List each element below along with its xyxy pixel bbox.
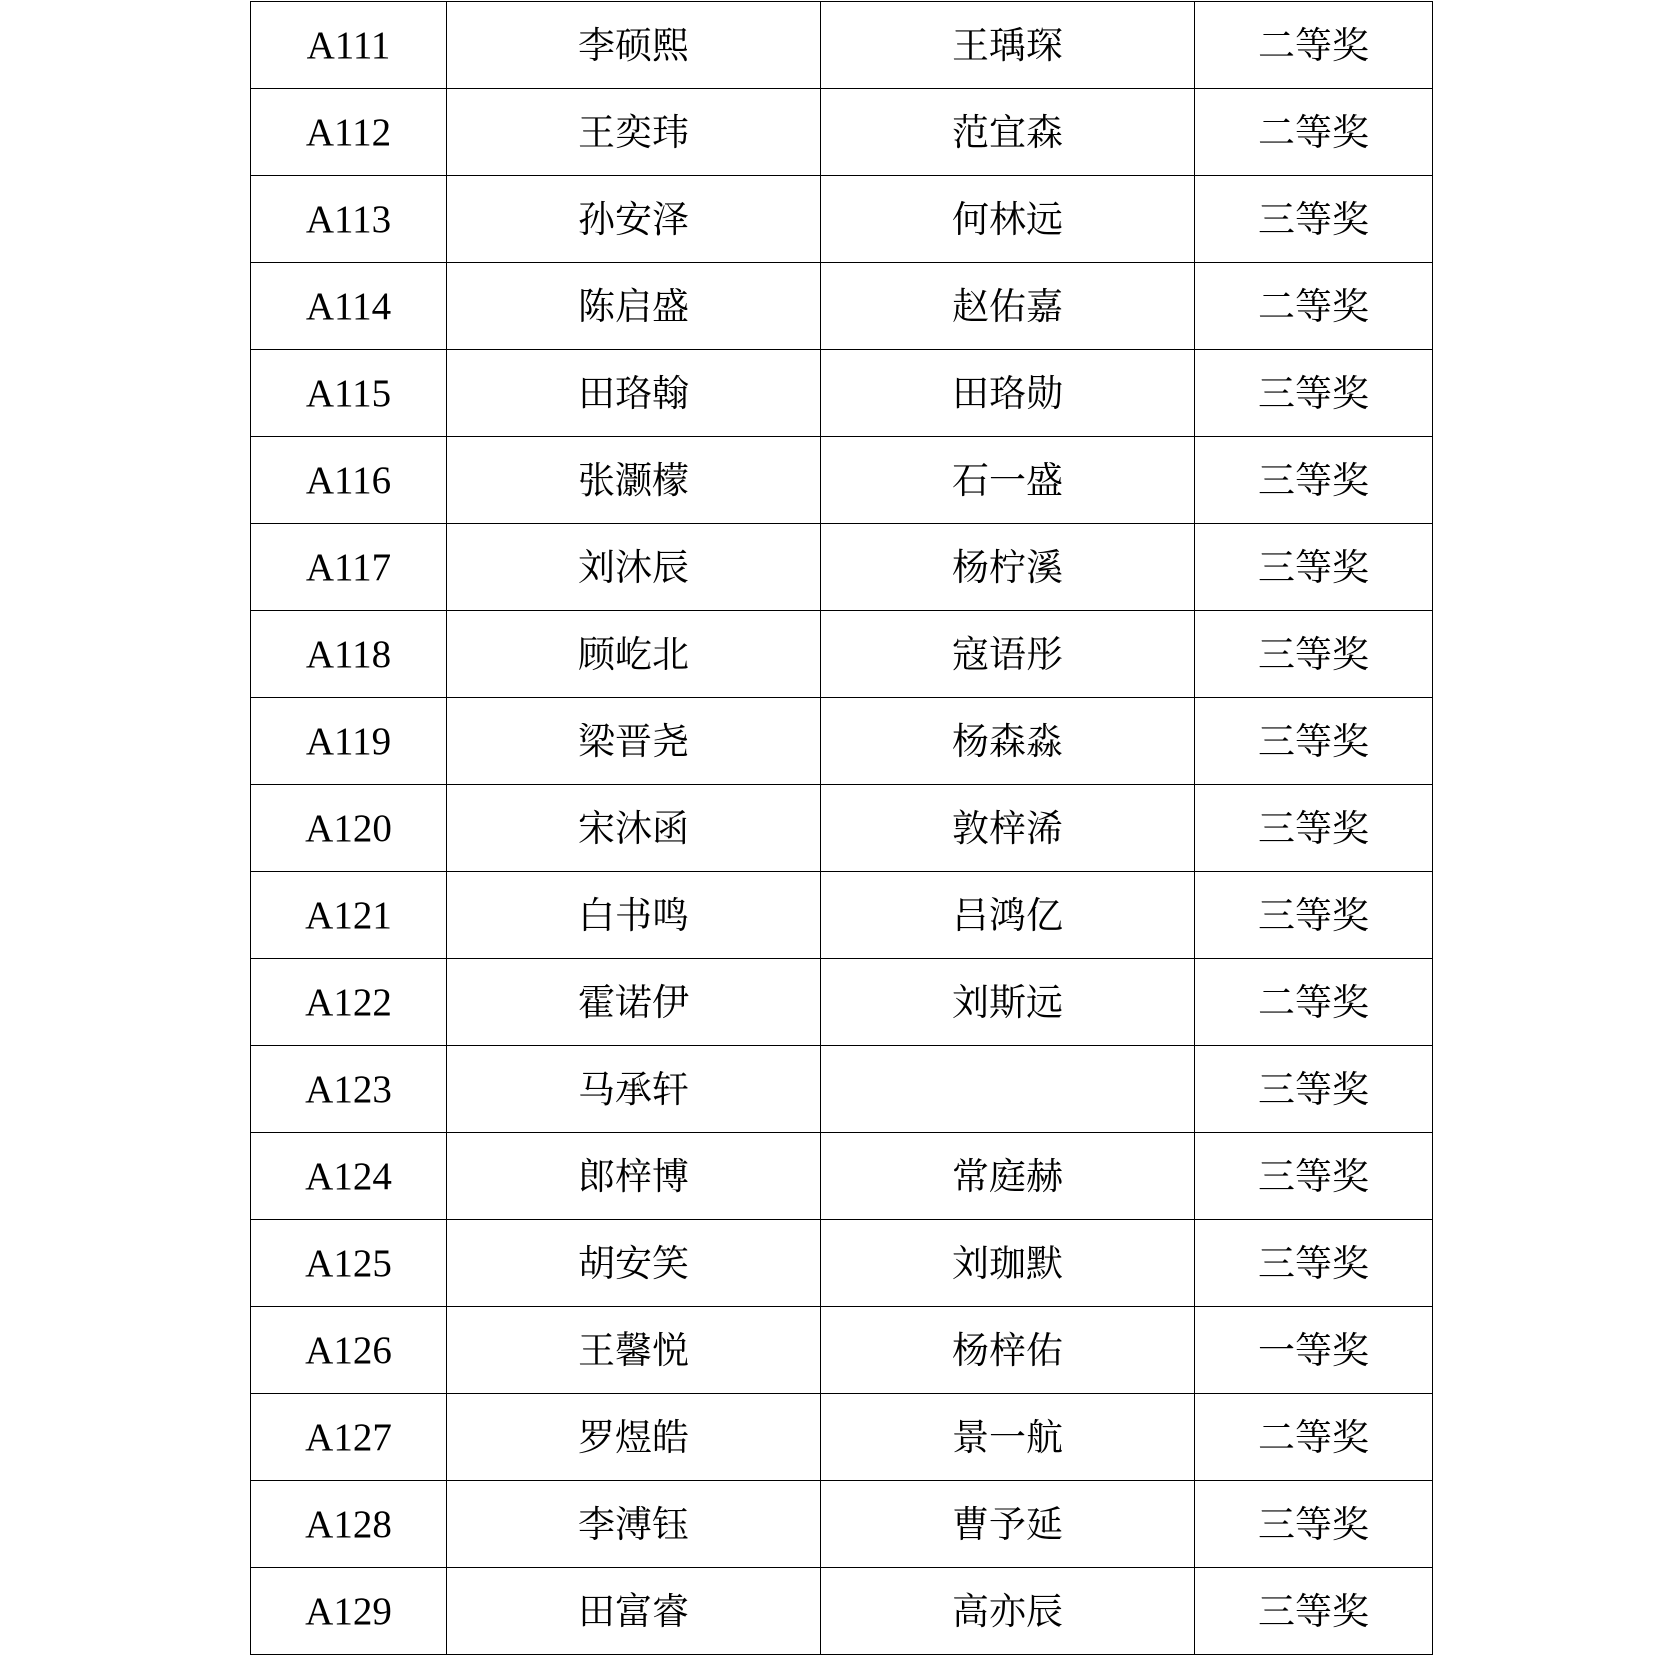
table-row: [251, 1046, 1433, 1133]
entry-id-cell: A115: [251, 350, 447, 437]
first-member-cell: 李溥钰: [447, 1481, 821, 1568]
second-member-cell: 刘斯远: [821, 959, 1195, 1046]
entry-id-cell: A122: [251, 959, 447, 1046]
second-member-cell: 高亦辰: [821, 1568, 1195, 1655]
award-cell: 三等奖: [1195, 611, 1433, 698]
first-member-cell: 田珞翰: [447, 350, 821, 437]
second-member-cell: 寇语彤: [821, 611, 1195, 698]
award-cell: 三等奖: [1195, 1046, 1433, 1133]
award-cell: 三等奖: [1195, 785, 1433, 872]
first-member-cell: 陈启盛: [447, 263, 821, 350]
award-cell: 三等奖: [1195, 1133, 1433, 1220]
second-member-cell: 杨梓佑: [821, 1307, 1195, 1394]
second-member-cell: 王瑀琛: [821, 2, 1195, 89]
second-member-cell: 范宜森: [821, 89, 1195, 176]
first-member-cell: 罗煜皓: [447, 1394, 821, 1481]
table-row: [251, 872, 1433, 959]
table-row: [251, 89, 1433, 176]
award-cell: 三等奖: [1195, 1481, 1433, 1568]
first-member-cell: 霍诺伊: [447, 959, 821, 1046]
second-member-cell: 田珞勋: [821, 350, 1195, 437]
second-member-cell: 吕鸿亿: [821, 872, 1195, 959]
award-cell: 三等奖: [1195, 437, 1433, 524]
second-member-cell: [821, 1046, 1195, 1133]
award-cell: 二等奖: [1195, 89, 1433, 176]
second-member-cell: 杨柠溪: [821, 524, 1195, 611]
award-cell: 三等奖: [1195, 698, 1433, 785]
first-member-cell: 张灏檬: [447, 437, 821, 524]
award-cell: 三等奖: [1195, 524, 1433, 611]
entry-id-cell: A124: [251, 1133, 447, 1220]
entry-id-cell: A114: [251, 263, 447, 350]
first-member-cell: 刘沐辰: [447, 524, 821, 611]
first-member-cell: 孙安泽: [447, 176, 821, 263]
first-member-cell: 白书鸣: [447, 872, 821, 959]
table-row: [251, 1133, 1433, 1220]
first-member-cell: 王奕玮: [447, 89, 821, 176]
entry-id-cell: A111: [251, 2, 447, 89]
award-cell: 三等奖: [1195, 872, 1433, 959]
award-cell: 三等奖: [1195, 1220, 1433, 1307]
table-row: [251, 1481, 1433, 1568]
second-member-cell: 石一盛: [821, 437, 1195, 524]
table-row: [251, 350, 1433, 437]
table-row: [251, 1568, 1433, 1655]
first-member-cell: 马承轩: [447, 1046, 821, 1133]
first-member-cell: 郎梓博: [447, 1133, 821, 1220]
entry-id-cell: A116: [251, 437, 447, 524]
entry-id-cell: A125: [251, 1220, 447, 1307]
table-row: [251, 1394, 1433, 1481]
second-member-cell: 敦梓浠: [821, 785, 1195, 872]
award-cell: 二等奖: [1195, 263, 1433, 350]
award-table-body: [251, 2, 1433, 1655]
first-member-cell: 胡安笑: [447, 1220, 821, 1307]
table-row: [251, 1220, 1433, 1307]
award-cell: 三等奖: [1195, 1568, 1433, 1655]
entry-id-cell: A121: [251, 872, 447, 959]
award-cell: 二等奖: [1195, 2, 1433, 89]
first-member-cell: 顾屹北: [447, 611, 821, 698]
entry-id-cell: A127: [251, 1394, 447, 1481]
table-row: [251, 698, 1433, 785]
entry-id-cell: A129: [251, 1568, 447, 1655]
award-table: [250, 1, 1433, 1655]
table-row: [251, 959, 1433, 1046]
entry-id-cell: A120: [251, 785, 447, 872]
table-row: [251, 2, 1433, 89]
entry-id-cell: A123: [251, 1046, 447, 1133]
entry-id-cell: A113: [251, 176, 447, 263]
award-cell: 三等奖: [1195, 176, 1433, 263]
first-member-cell: 宋沐函: [447, 785, 821, 872]
first-member-cell: 田富睿: [447, 1568, 821, 1655]
table-row: [251, 785, 1433, 872]
entry-id-cell: A119: [251, 698, 447, 785]
entry-id-cell: A118: [251, 611, 447, 698]
award-cell: 一等奖: [1195, 1307, 1433, 1394]
second-member-cell: 刘珈默: [821, 1220, 1195, 1307]
table-row: [251, 611, 1433, 698]
second-member-cell: 曹予延: [821, 1481, 1195, 1568]
table-row: [251, 1307, 1433, 1394]
table-row: [251, 263, 1433, 350]
table-row: [251, 524, 1433, 611]
entry-id-cell: A117: [251, 524, 447, 611]
first-member-cell: 李硕熙: [447, 2, 821, 89]
award-cell: 二等奖: [1195, 1394, 1433, 1481]
entry-id-cell: A112: [251, 89, 447, 176]
first-member-cell: 梁晋尧: [447, 698, 821, 785]
second-member-cell: 何林远: [821, 176, 1195, 263]
second-member-cell: 景一航: [821, 1394, 1195, 1481]
table-row: [251, 176, 1433, 263]
second-member-cell: 常庭赫: [821, 1133, 1195, 1220]
award-cell: 三等奖: [1195, 350, 1433, 437]
entry-id-cell: A126: [251, 1307, 447, 1394]
second-member-cell: 赵佑嘉: [821, 263, 1195, 350]
award-cell: 二等奖: [1195, 959, 1433, 1046]
first-member-cell: 王馨悦: [447, 1307, 821, 1394]
entry-id-cell: A128: [251, 1481, 447, 1568]
second-member-cell: 杨森淼: [821, 698, 1195, 785]
table-row: [251, 437, 1433, 524]
